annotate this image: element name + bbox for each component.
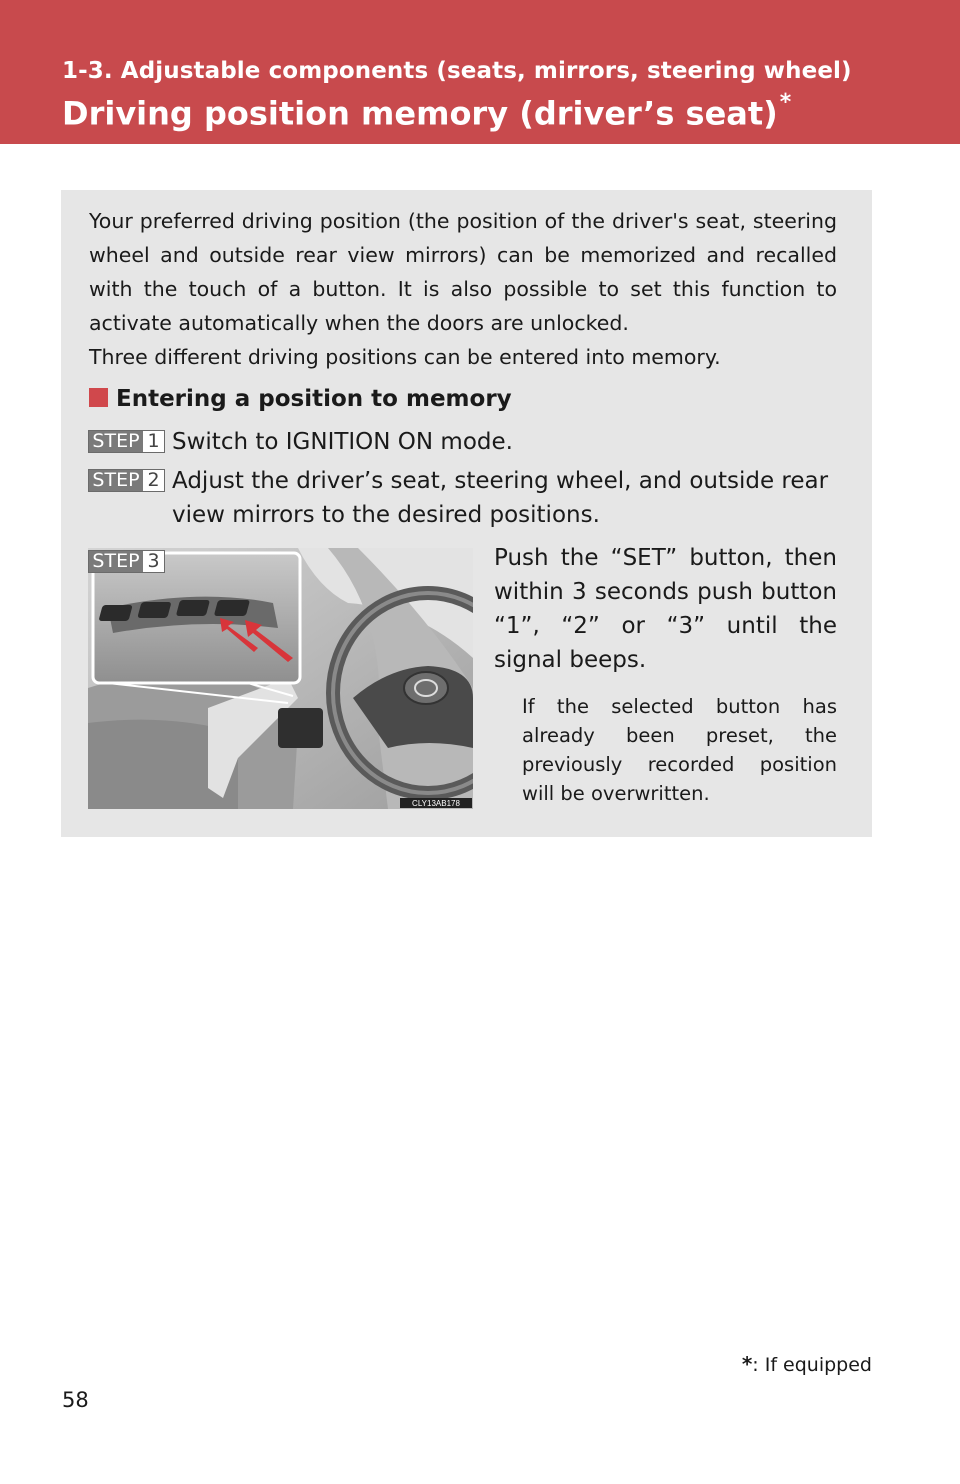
subsection-heading (89, 386, 512, 412)
memory-button-1 (98, 605, 132, 621)
page-title (62, 90, 792, 133)
memory-button-2 (137, 602, 171, 618)
step-2-number: 2 (143, 470, 164, 491)
note-text: If the selected button has already been preset, the previously recorded position will be overwritten. (522, 695, 837, 805)
step-1-label: STEP (89, 431, 143, 452)
memory-button-set (214, 600, 250, 616)
step-1-text: Switch to IGNITION ON mode. (172, 429, 513, 455)
step-3-text: Push the “SET” button, then within 3 seconds push button “1”, “2” or “3” until the signal beeps. (494, 545, 837, 673)
intro-text (89, 204, 837, 374)
step-1-number: 1 (143, 431, 164, 452)
step-3-number: 3 (143, 551, 164, 572)
window-switches (278, 708, 323, 748)
illustration-drawing (88, 548, 473, 809)
if-equipped-mark: * (779, 90, 792, 115)
footnote-text: : If equipped (752, 1354, 872, 1376)
intro-paragraph-1: Your preferred driving position (the position of the driver's seat, steering wheel and outside rear view mirrors) can be memorized and recalled with the touch of a button. It is also possible to set this function to activate automatically when the doors are unlocked. (89, 209, 837, 335)
square-bullet-icon (89, 388, 108, 407)
step-2-text: Adjust the driver’s seat, steering wheel, and outside rear view mirrors to the desired positions. (172, 468, 829, 528)
memory-button-3 (176, 600, 210, 616)
footnote (742, 1352, 872, 1376)
image-code: CLY13AB178 (412, 799, 460, 808)
page-number: 58 (62, 1388, 89, 1412)
step-2-badge (88, 469, 165, 492)
footnote-mark: * (741, 1352, 753, 1376)
door-memory-buttons-illustration (88, 548, 473, 809)
intro-paragraph-2: Three different driving positions can be entered into memory. (89, 345, 721, 369)
step-2-label: STEP (89, 470, 143, 491)
step-3-badge (88, 550, 165, 573)
subsection-heading-text: Entering a position to memory (116, 386, 512, 412)
page-title-text: Driving position memory (driver’s seat) (62, 94, 778, 133)
step-3-label: STEP (89, 551, 143, 572)
section-title: 1-3. Adjustable components (seats, mirrors, steering wheel) (62, 58, 852, 84)
step-1-badge (88, 430, 165, 453)
